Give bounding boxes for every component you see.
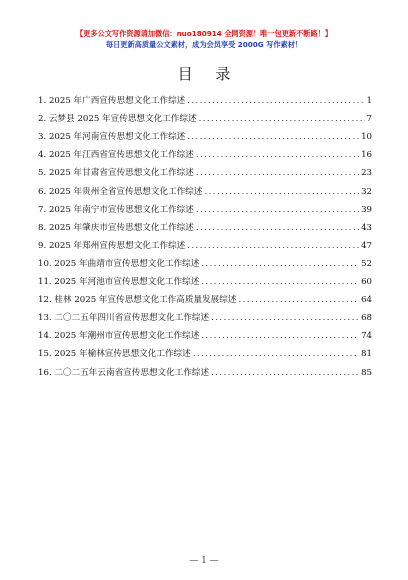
toc-entry[interactable] — [38, 148, 372, 162]
toc-entry-page: 85 — [361, 367, 372, 378]
toc-dot-leader — [196, 148, 359, 162]
toc-dot-leader — [204, 185, 359, 199]
toc-entry-title: 2025 年甘肃省宣传思想文化工作综述 — [48, 168, 194, 179]
toc-entry-title: 2025 年曲靖市宣传思想文化工作综述 — [54, 258, 200, 269]
toc-entry[interactable] — [38, 275, 372, 289]
toc-entry-number: 3. — [38, 132, 47, 143]
toc-entry-page: 52 — [361, 258, 372, 269]
toc-entry-page: 43 — [361, 222, 372, 233]
toc-entry-title: 2025 年肇庆市宣传思想文化工作综述 — [48, 222, 194, 233]
toc-entry-title: 2025 年广西宣传思想文化工作综述 — [48, 96, 186, 106]
toc-entry-number: 14. — [38, 331, 52, 342]
toc-entry-number: 2. — [38, 114, 47, 125]
toc-dot-leader — [201, 329, 359, 343]
toc-entry-number: 1. — [38, 96, 47, 106]
toc-dot-leader — [187, 94, 364, 108]
toc-entry[interactable] — [38, 112, 372, 126]
toc-entry-title: 云梦县 2025 年宣传思想文化工作综述 — [48, 114, 197, 125]
promo-banner-line-1: 【更多公文写作资源请加微信：nuo180914 全网资源！唯一包更新不断路！】 — [75, 29, 333, 38]
toc-entry[interactable] — [38, 257, 372, 271]
toc-entry[interactable] — [38, 130, 372, 144]
toc-entry-page: 47 — [361, 240, 372, 251]
toc-entry-number: 15. — [38, 349, 52, 360]
toc-entry-title: 桂林 2025 年宣传思想文化工作高质量发展综述 — [54, 295, 237, 306]
toc-entry-title: 2025 年郑州宣传思想文化工作综述 — [48, 240, 186, 251]
toc-entry[interactable] — [38, 203, 372, 217]
toc-entry-page: 39 — [361, 204, 372, 215]
toc-entry-page: 1 — [366, 96, 372, 106]
toc-entry-page: 81 — [361, 349, 372, 360]
toc-entry-number: 10. — [38, 258, 52, 269]
toc-entry-page: 7 — [366, 114, 372, 125]
toc-entry[interactable] — [38, 94, 372, 108]
toc-dot-leader — [201, 257, 359, 271]
toc-dot-leader — [193, 347, 359, 361]
toc-entry-page: 16 — [361, 150, 372, 161]
toc-entry[interactable] — [38, 239, 372, 253]
toc-dot-leader — [238, 293, 359, 307]
toc-dot-leader — [187, 130, 359, 144]
toc-entry[interactable] — [38, 166, 372, 180]
toc-entry-number: 13. — [38, 313, 52, 324]
toc-entry-number: 8. — [38, 222, 47, 233]
toc-entry[interactable] — [38, 311, 372, 325]
toc-entry-title: 2025 年江西省宣传思想文化工作综述 — [48, 150, 194, 161]
toc-entry[interactable] — [38, 293, 372, 307]
toc-dot-leader — [211, 311, 359, 325]
toc-entry-title: 2025 年贵州全省宣传思想文化工作综述 — [48, 186, 203, 197]
toc-entry-page: 68 — [361, 313, 372, 324]
toc-entry[interactable] — [38, 329, 372, 343]
toc-entry[interactable] — [38, 185, 372, 199]
toc-entry-page: 64 — [361, 295, 372, 306]
toc-entry-title: 2025 年南宁市宣传思想文化工作综述 — [48, 204, 194, 215]
toc-entry[interactable] — [38, 347, 372, 361]
toc-entry-number: 6. — [38, 186, 47, 197]
toc-entry-title: 2025 年榆林宣传思想文化工作综述 — [54, 349, 191, 360]
toc-entry-number: 4. — [38, 150, 47, 161]
toc-entry-number: 11. — [38, 277, 52, 287]
toc-entry[interactable] — [38, 366, 372, 380]
toc-entry-number: 16. — [38, 367, 52, 378]
toc-entry[interactable] — [38, 221, 372, 235]
toc-entry-number: 12. — [38, 295, 52, 306]
toc-dot-leader — [199, 112, 365, 126]
toc-dot-leader — [196, 203, 359, 217]
toc-entry-number: 7. — [38, 204, 47, 215]
toc-dot-leader — [187, 239, 359, 253]
toc-entry-page: 10 — [361, 132, 372, 143]
page-number: — 1 — — [189, 556, 219, 566]
page-title: 目 录 — [177, 65, 240, 83]
toc-entry-title: 二〇二五年云南省宣传思想文化工作综述 — [54, 367, 210, 378]
toc-entry-title: 二〇二五年四川省宣传思想文化工作综述 — [54, 313, 210, 324]
toc-entry-title: 2025 年河池市宣传思想文化工作综述 — [54, 277, 200, 287]
promo-banner-line-2: 每日更新高质量公文素材，成为会员享受 2000G 写作素材！ — [105, 40, 303, 49]
toc-entry-title: 2025 年潮州市宣传思想文化工作综述 — [54, 331, 200, 342]
toc-dot-leader — [211, 366, 359, 380]
toc-entry-number: 9. — [38, 240, 47, 251]
toc-dot-leader — [201, 275, 359, 289]
toc-entry-title: 2025 年河南宣传思想文化工作综述 — [48, 132, 186, 143]
toc-dot-leader — [196, 166, 359, 180]
toc-entry-number: 5. — [38, 168, 47, 179]
toc-entry-page: 23 — [361, 168, 372, 179]
toc-dot-leader — [196, 221, 359, 235]
toc-entry-page: 60 — [361, 277, 372, 287]
toc-entry-page: 32 — [361, 186, 372, 197]
toc-entry-page: 74 — [361, 331, 372, 342]
